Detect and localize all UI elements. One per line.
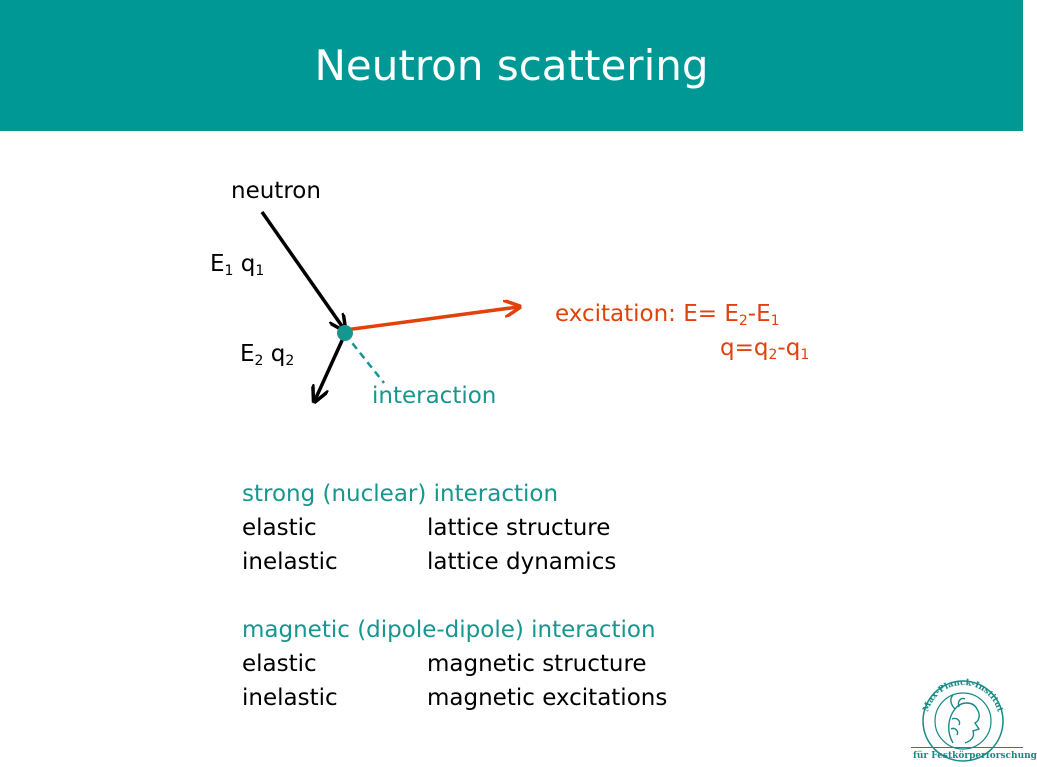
excitation-arrow bbox=[345, 307, 518, 330]
excitation-momentum-label: $q=q_2-q_1$ bbox=[720, 335, 810, 363]
table-row bbox=[242, 684, 668, 712]
neutron-label: neutron bbox=[231, 178, 321, 204]
section-heading-magnetic: magnetic (dipole-dipole) interaction bbox=[242, 617, 656, 643]
scattering-point bbox=[337, 325, 353, 341]
scattering-result: lattice dynamics bbox=[427, 549, 617, 575]
logo-divider bbox=[911, 747, 1023, 748]
scattering-type: inelastic bbox=[242, 549, 338, 575]
outgoing-energy-momentum-label: $E_2$ $q_2$ bbox=[240, 341, 295, 369]
excitation-energy-label: excitation: $E= E_2-E_1$ bbox=[555, 301, 780, 329]
incoming-neutron-arrow bbox=[262, 212, 344, 329]
scattering-result: magnetic structure bbox=[427, 651, 647, 677]
scattering-type: elastic bbox=[242, 515, 317, 541]
section-heading-nuclear: strong (nuclear) interaction bbox=[242, 481, 559, 507]
logo-footer-text: für Festkörperforschung bbox=[913, 751, 1037, 761]
minerva-head-icon bbox=[949, 695, 979, 743]
scattering-result: magnetic excitations bbox=[427, 685, 668, 711]
interaction-line bbox=[345, 334, 384, 383]
svg-text:Max-Planck-Institut bbox=[921, 678, 1004, 713]
table-row bbox=[242, 650, 647, 678]
table-row bbox=[242, 548, 617, 576]
scattering-result: lattice structure bbox=[427, 515, 611, 541]
scattering-type: inelastic bbox=[242, 685, 338, 711]
logo-ring-text: Max-Planck-Institut bbox=[921, 677, 1005, 714]
outgoing-neutron-arrow bbox=[315, 334, 345, 400]
table-row bbox=[242, 514, 611, 542]
scattering-type: elastic bbox=[242, 651, 317, 677]
page-title: Neutron scattering bbox=[314, 41, 709, 90]
incoming-energy-momentum-label: $E_1$ $q_1$ bbox=[210, 251, 265, 279]
interaction-label: interaction bbox=[372, 383, 497, 409]
